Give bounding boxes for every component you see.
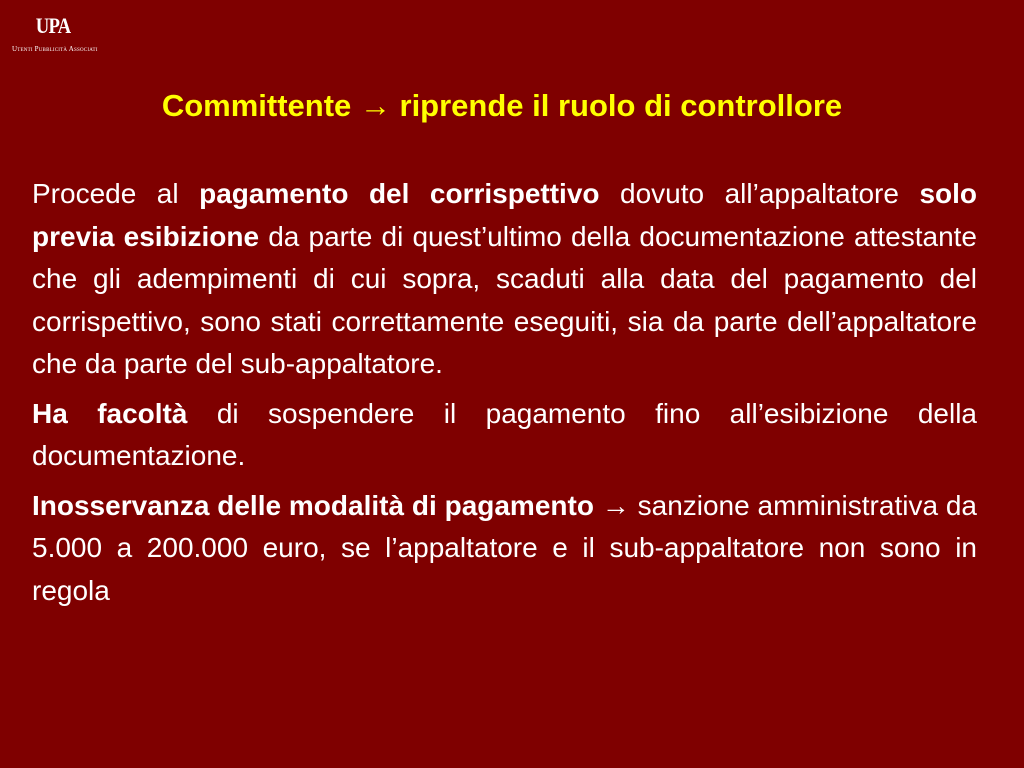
text-run: di sospendere il pagamento fino all’esibizione della documentazione. — [32, 397, 977, 471]
paragraph-sanction — [32, 485, 977, 613]
slide-body — [32, 173, 977, 619]
slide-title: Committente → riprende il ruolo di controllore — [161, 88, 843, 123]
text-run: sanzione amministrativa da 5.000 a 200.000 euro, se l’appaltatore e il sub-appaltatore non sono in regola — [32, 489, 977, 606]
paragraph-payment — [32, 173, 977, 386]
upa-logo — [12, 14, 122, 54]
bold-run: pagamento del corrispettivo — [199, 178, 600, 209]
bold-run: solo previa esibizione — [32, 178, 978, 252]
logo-subtitle: Utenti Pubblicità Associati — [12, 45, 98, 53]
paragraph-faculty — [32, 393, 977, 478]
text-run: da parte di quest’ultimo della documentazione attestante che gli adempimenti di cui sopra, scaduti alla data del pagamento del corrispettivo, sono stati correttamente eseguiti, sia da parte dell’appaltatore che da parte del sub-appaltatore. — [32, 220, 977, 379]
text-run: Procede al — [32, 178, 200, 209]
bold-run: Inosservanza delle modalità di pagamento → — [32, 489, 630, 521]
text-run: dovuto all’appaltatore — [599, 178, 920, 209]
bold-run: Ha facoltà — [32, 397, 188, 429]
logo-mark: UPA — [35, 13, 71, 38]
